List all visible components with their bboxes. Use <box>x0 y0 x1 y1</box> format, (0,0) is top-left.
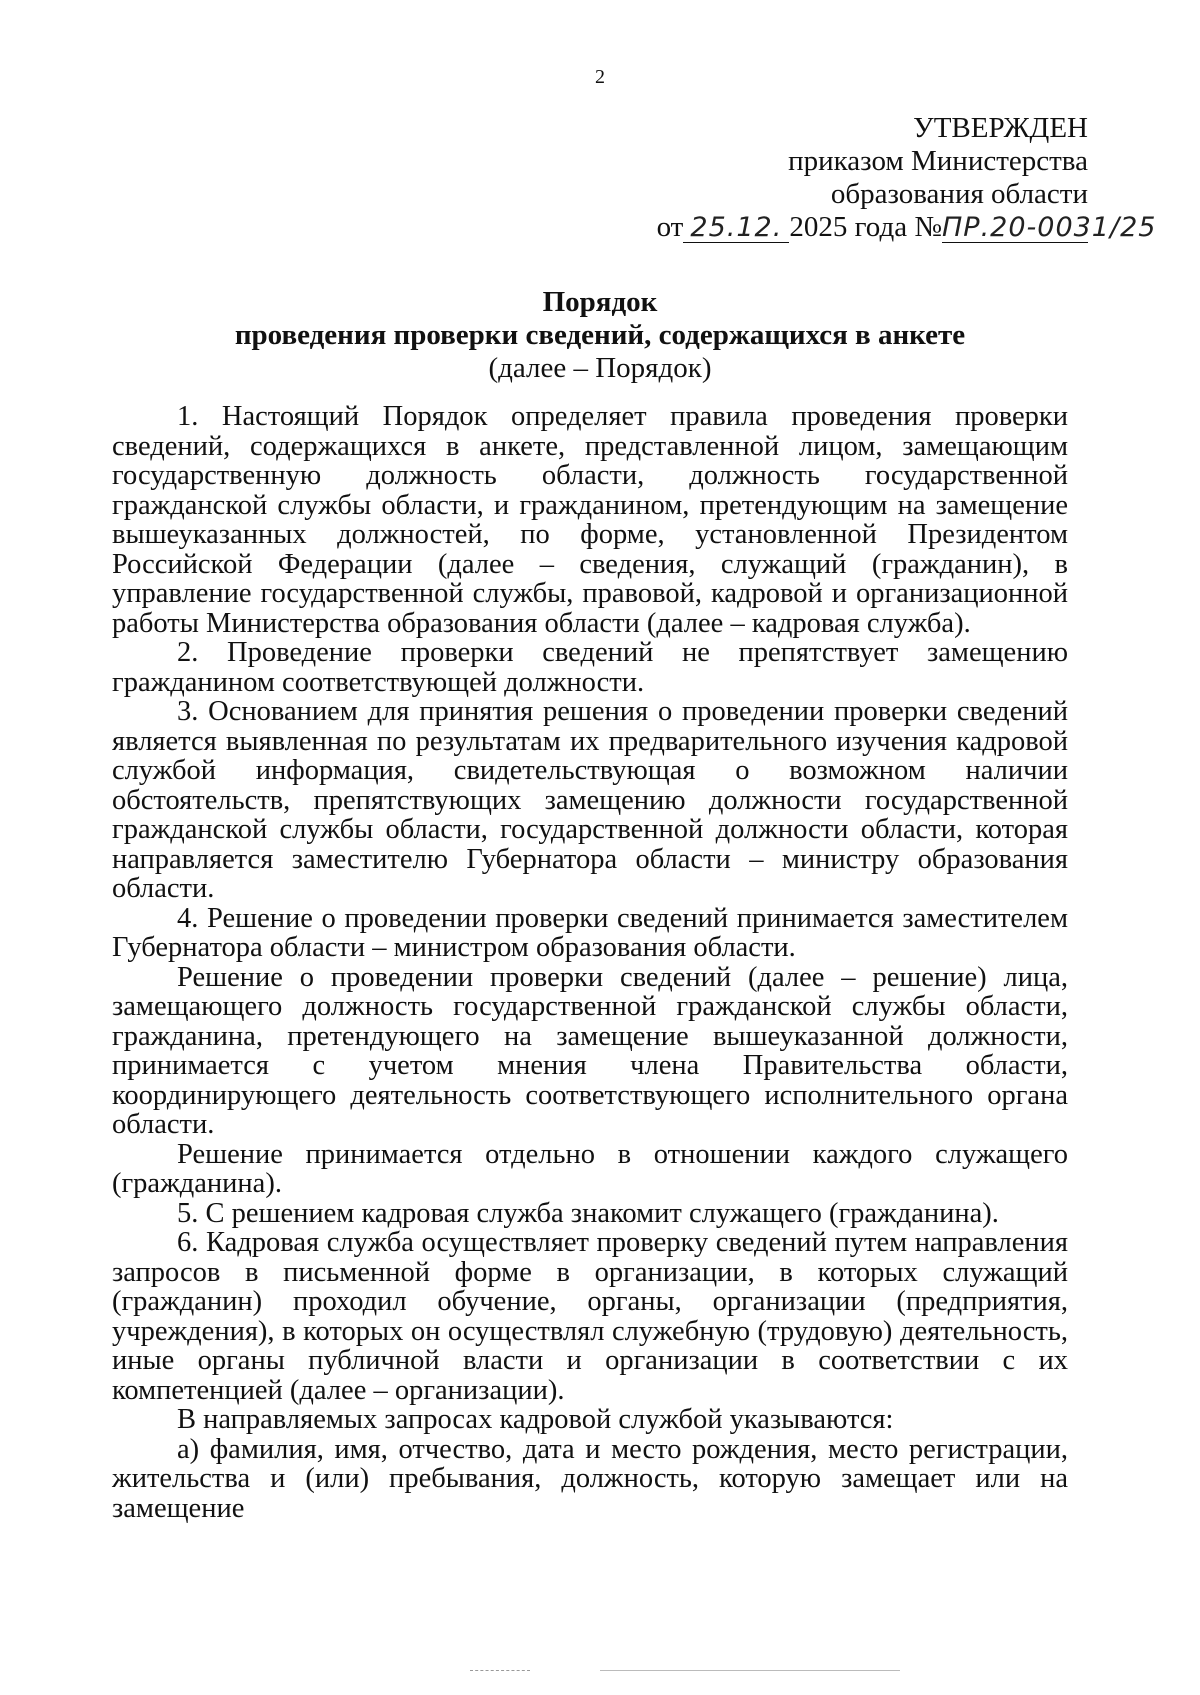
paragraph-5: 5. С решением кадровая служба знакомит служащего (гражданина). <box>177 1197 999 1229</box>
approval-order-line: приказом Министерства <box>788 145 1088 177</box>
handwritten-date: 25.12. <box>683 213 789 243</box>
paragraph-4: 4. Решение о проведении проверки сведений принимается заместителем Губернатора области – министром образования области. <box>112 902 1068 963</box>
paragraph-6-item-a: а) фамилия, имя, отчество, дата и место рождения, место регистрации, жительства и (или) пребывания, должность, которую замещает или на замещение <box>112 1433 1068 1524</box>
page-number: 2 <box>595 66 605 88</box>
paragraph-2: 2. Проведение проверки сведений не препятствует замещению гражданином соответствующей должности. <box>112 637 1068 698</box>
approval-title: УТВЕРЖДЕН <box>913 112 1088 144</box>
document-title <box>0 286 1200 385</box>
paragraph-6: 6. Кадровая служба осуществляет проверку сведений путем направления запросов в письменной форме в организации, в которых служащий (гражданин) проходил обучение, органы, организации (предприятия, учреждения), в которых он осуществлял служебную (трудовую) деятельность, иные органы публичной власти и организации в соответствии с их компетенцией (далее – организации). <box>112 1227 1068 1406</box>
scan-artifact-right <box>600 1670 900 1671</box>
approval-ministry-line: образования области <box>830 178 1088 210</box>
paragraph-6-requests: В направляемых запросах кадровой службой указываются: <box>177 1404 894 1435</box>
title-subtitle: проведения проверки сведений, содержащихся в анкете <box>234 319 966 351</box>
title-note: (далее – Порядок) <box>488 352 712 384</box>
paragraph-3: 3. Основанием для принятия решения о проведении проверки сведений является выявленная по результатам их предварительного изучения кадровой службой информация, свидетельствующая о возможном наличии обстоятельств, препятствующих замещению должности государственной гражданской службы области, государственной должности области, которая направляется заместителю Губернатора области – министру образования области. <box>112 696 1068 904</box>
document-body <box>112 402 1068 1523</box>
paragraph-1: 1. Настоящий Порядок определяет правила проведения проверки сведений, содержащихся в анкете, представленной лицом, замещающим государственную должность области, должность государственной гражданской службы области, и гражданином, претендующим на замещение вышеуказанных должностей, по форме, установленной Президентом Российской Федерации (далее – сведения, служащий (гражданин), в управление государственной службы, правовой, кадровой и организационной работы Министерства образования области (далее – кадровая служба). <box>112 401 1068 639</box>
title-main: Порядок <box>542 286 658 318</box>
year-label: 2025 года № <box>789 211 942 243</box>
scan-artifact-left <box>470 1670 530 1671</box>
handwritten-order-number: ПР.20-0031/25 <box>942 212 1157 243</box>
from-label: от <box>656 211 684 243</box>
paragraph-4-decision: Решение о проведении проверки сведений (далее – решение) лица, замещающего должность государственной гражданской службы области, гражданина, претендующего на замещение вышеуказанной должности, принимается с учетом мнения члена Правительства области, координирующего деятельность соответствующего исполнительного органа области. <box>112 961 1068 1140</box>
approval-date-number-line <box>568 211 1157 244</box>
paragraph-4-separate: Решение принимается отдельно в отношении каждого служащего (гражданина). <box>112 1138 1068 1199</box>
approval-stamp-block <box>568 112 1157 244</box>
